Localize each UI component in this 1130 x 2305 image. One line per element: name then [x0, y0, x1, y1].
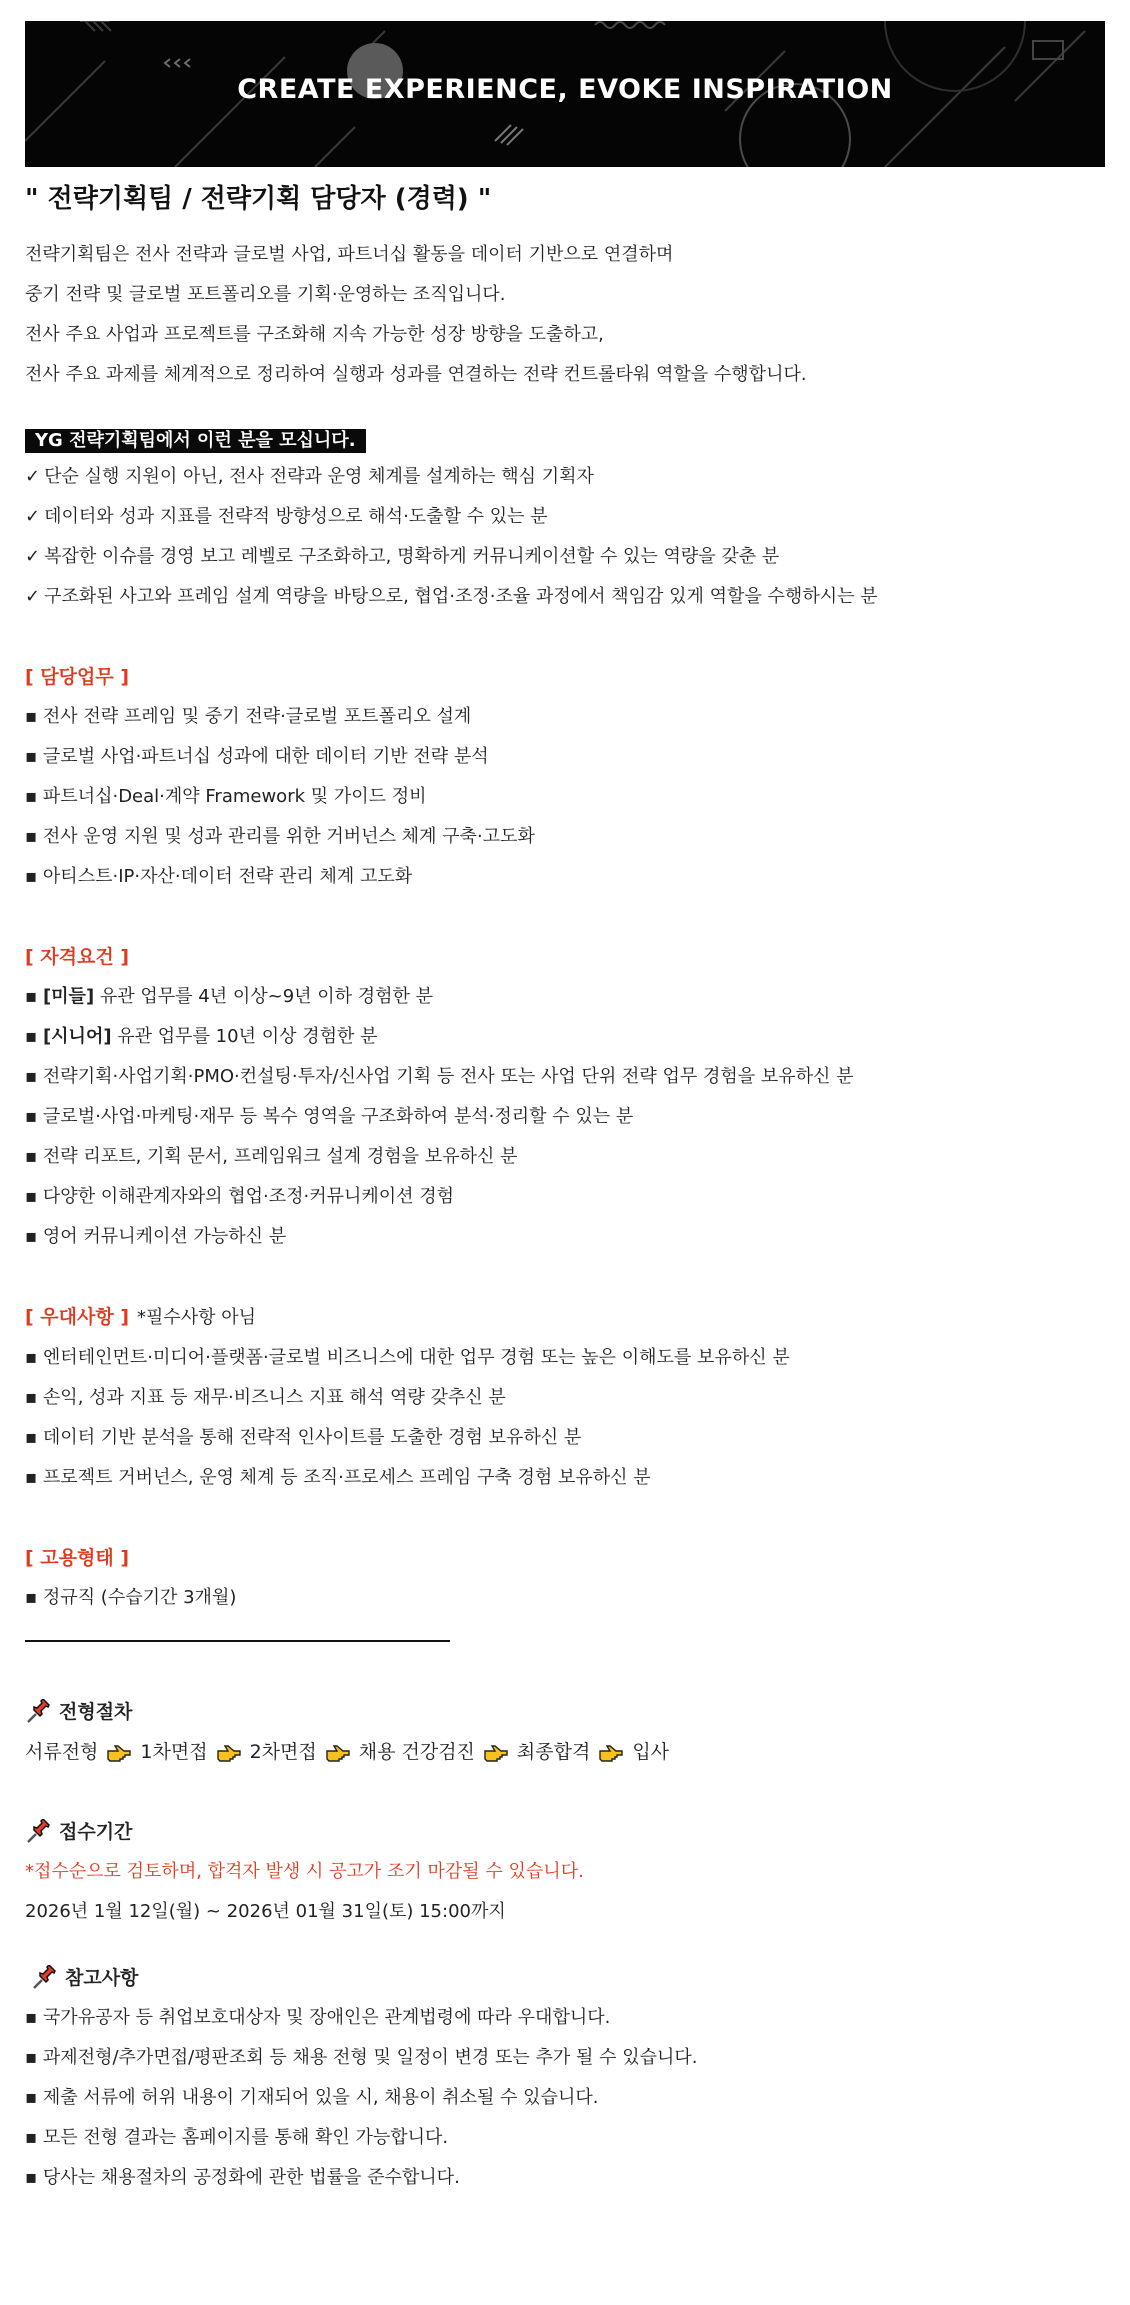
duty-item: ▪ 전사 전략 프레임 및 중기 전략·글로벌 포트폴리오 설계 [25, 706, 472, 727]
recruit-item: ✓ 단순 실행 지원이 아닌, 전사 전략과 운영 체계를 설계하는 핵심 기획자 [25, 466, 594, 487]
level-label: [시니어] [42, 1026, 112, 1047]
recruit-item: ✓ 구조화된 사고와 프레임 설계 역량을 바탕으로, 협업·조정·조율 과정에서 책임감 있게 역할을 수행하시는 분 [25, 586, 878, 607]
duty-item: ▪ 전사 운영 지원 및 성과 관리를 위한 거버넌스 체계 구축·고도화 [25, 826, 535, 847]
duty-item: ▪ 파트너십·Deal·계약 Framework 및 가이드 정비 [25, 786, 427, 807]
check-icon: ✓ [25, 586, 41, 607]
banner-slogan: CREATE EXPERIENCE, EVOKE INSPIRATION [237, 74, 893, 105]
pushpin-icon [25, 1819, 51, 1845]
recruit-heading: YG 전략기획팀에서 이런 분을 모십니다. [25, 429, 366, 453]
duties-heading: [ 담당업무 ] [25, 666, 130, 688]
duty-item: ▪ 아티스트·IP·자산·데이터 전략 관리 체계 고도화 [25, 866, 413, 887]
process-section [25, 1692, 1105, 1772]
intro-line: 중기 전략 및 글로벌 포트폴리오를 기획·운영하는 조직입니다. [25, 284, 506, 305]
preferred-item: ▪ 프로젝트 거버넌스, 운영 체계 등 조직·프로세스 프레임 구축 경험 보유하신 분 [25, 1467, 651, 1488]
recruit-section [25, 421, 1105, 617]
employment-heading: [ 고용형태 ] [25, 1547, 130, 1569]
notes-item: ▪ 당사는 채용절차의 공정화에 관한 법률을 준수합니다. [25, 2167, 460, 2188]
pointing-hand-icon [483, 1741, 509, 1763]
pointing-hand-icon [598, 1741, 624, 1763]
preferred-item: ▪ 손익, 성과 지표 등 재무·비즈니스 지표 해석 역량 갖추신 분 [25, 1387, 506, 1408]
preferred-note: *필수사항 아님 [137, 1307, 257, 1328]
notes-item: ▪ 과제전형/추가면접/평판조회 등 채용 전형 및 일정이 변경 또는 추가 될 수 있습니다. [25, 2047, 698, 2068]
intro-line: 전사 주요 사업과 프로젝트를 구조화해 지속 가능한 성장 방향을 도출하고, [25, 324, 604, 345]
notes-item: ▪ 모든 전형 결과는 홈페이지를 통해 확인 가능합니다. [25, 2127, 449, 2148]
check-icon: ✓ [25, 546, 41, 567]
employment-section [25, 1538, 1105, 1618]
pushpin-icon [25, 1699, 51, 1725]
header-banner [25, 21, 1105, 167]
recruit-item: ✓ 데이터와 성과 지표를 전략적 방향성으로 해석·도출할 수 있는 분 [25, 506, 548, 527]
period-heading: 접수기간 [25, 1812, 1105, 1852]
qualifications-heading: [ 자격요건 ] [25, 946, 130, 968]
notes-item: ▪ 제출 서류에 허위 내용이 기재되어 있을 시, 채용이 취소될 수 있습니다. [25, 2087, 599, 2108]
process-step: 서류전형 [25, 1741, 99, 1763]
duty-item: ▪ 글로벌 사업·파트너십 성과에 대한 데이터 기반 전략 분석 [25, 746, 489, 767]
notes-heading: 참고사항 [25, 1958, 1105, 1998]
qualification-item: ▪ 글로벌·사업·마케팅·재무 등 복수 영역을 구조화하여 분석·정리할 수 있는 분 [25, 1106, 634, 1127]
level-label: [미들] [42, 986, 95, 1007]
process-step: 최종합격 [516, 1741, 591, 1763]
qualifications-section [25, 937, 1105, 1257]
preferred-heading: [ 우대사항 ] *필수사항 아님 [25, 1306, 257, 1328]
check-icon: ✓ [25, 506, 41, 527]
employment-item: ▪ 정규직 (수습기간 3개월) [25, 1587, 237, 1608]
process-step: 입사 [632, 1741, 670, 1763]
process-step: 2차면접 [249, 1741, 317, 1763]
qualification-item: ▪ 전략 리포트, 기획 문서, 프레임워크 설계 경험을 보유하신 분 [25, 1146, 518, 1167]
preferred-section [25, 1297, 1105, 1498]
preferred-item: ▪ 엔터테인먼트·미디어·플랫폼·글로벌 비즈니스에 대한 업무 경험 또는 높은 이해도를 보유하신 분 [25, 1347, 790, 1368]
pointing-hand-icon [216, 1741, 242, 1763]
intro-line: 전략기획팀은 전사 전략과 글로벌 사업, 파트너십 활동을 데이터 기반으로 연결하며 [25, 244, 674, 265]
period-section [25, 1812, 1105, 1932]
notes-item: ▪ 국가유공자 등 취업보호대상자 및 장애인은 관계법령에 따라 우대합니다. [25, 2007, 611, 2028]
intro-text [25, 235, 1105, 395]
qualification-item: ▪ 다양한 이해관계자와의 협업·조정·커뮤니케이션 경험 [25, 1186, 455, 1207]
qualification-item: ▪ 전략기획·사업기획·PMO·컨설팅·투자/신사업 기획 등 전사 또는 사업 단위 전략 업무 경험을 보유하신 분 [25, 1066, 854, 1087]
duties-section [25, 657, 1105, 897]
check-icon: ✓ [25, 466, 41, 487]
period-notice: *접수순으로 검토하며, 합격자 발생 시 공고가 조기 마감될 수 있습니다. [25, 1861, 584, 1882]
notes-section [25, 1958, 1105, 2198]
pointing-hand-icon [106, 1741, 132, 1763]
period-dates: 2026년 1월 12일(월) ~ 2026년 01월 31일(토) 15:00까지 [25, 1901, 506, 1922]
page-title: " 전략기획팀 / 전략기획 담당자 (경력) " [25, 184, 492, 214]
qualification-item: ▪ 영어 커뮤니케이션 가능하신 분 [25, 1226, 287, 1247]
intro-line: 전사 주요 과제를 체계적으로 정리하여 실행과 성과를 연결하는 전략 컨트롤타워 역할을 수행합니다. [25, 364, 807, 385]
qualification-level-item: ▪ [시니어] 유관 업무를 10년 이상 경험한 분 [25, 1026, 378, 1047]
process-heading: 전형절차 [25, 1692, 1105, 1732]
recruit-item: ✓ 복잡한 이슈를 경영 보고 레벨로 구조화하고, 명확하게 커뮤니케이션할 수 있는 역량을 갖춘 분 [25, 546, 780, 567]
pointing-hand-icon [325, 1741, 351, 1763]
process-step: 1차면접 [140, 1741, 208, 1763]
process-step: 채용 건강검진 [358, 1741, 475, 1763]
job-posting [25, 21, 1105, 2198]
preferred-item: ▪ 데이터 기반 분석을 통해 전략적 인사이트를 도출한 경험 보유하신 분 [25, 1427, 582, 1448]
process-steps [25, 1732, 1105, 1772]
pushpin-icon [31, 1965, 57, 1991]
qualification-level-item: ▪ [미들] 유관 업무를 4년 이상~9년 이하 경험한 분 [25, 986, 434, 1007]
